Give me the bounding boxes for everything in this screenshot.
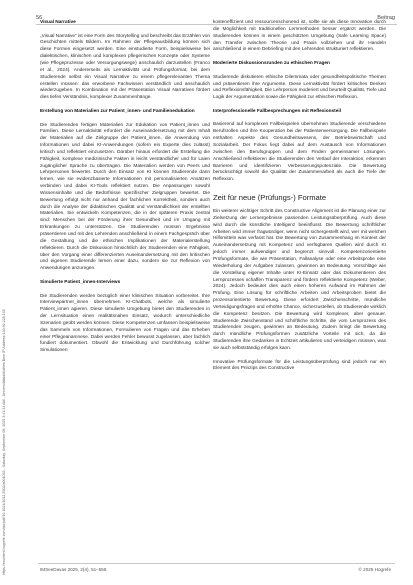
download-notice: https://econtent.hogrefe.com/doi/pdf/10.1024/1012-5302/a001033 - Saturday, September 06, 2025 3:41:31 AM - Universitätsbibliothek Bern IP Address:130.92.228.148 bbox=[2, 309, 6, 575]
body-paragraph: Die Studierenden werden bezüglich einer klinischen Situation vorbereitet. Ihre Interviewpartner_innen übernehmen KI-Chatbots, welche als simulierte Patient_innen agieren. Diese simulierte Umgebung bietet den Studierenden in der Lernsituation einen realitätsnahen Einsatz, wodurch unterschiedliche Szenarien geübt werden können. Diese Kompetenzen umfassen beispielsweise das Sammeln von Informationen, Formulieren von Fragen und das Erheben einer Pflegeanamnese. Dabei werden Fehler bewusst zugelassen, aber fachlich fundiert dokumentiert. Obwohl die Entwicklung und Durchführung solcher Simulationen bbox=[40, 293, 210, 354]
paragraph-heading: Moderierte Diskussionsrunden zu ethischen Fragen bbox=[213, 61, 330, 67]
paragraph-heading: Erstellung von Materialien zur Patient_innen- und Familienedukation bbox=[40, 108, 195, 114]
copyright: © 2025 Hogrefe bbox=[358, 567, 391, 572]
body-paragraph: Innovative Prüfungsformate für die Leistungsüberprüfung sind jedoch nur ein Element des Prinzips des Constructive bbox=[213, 359, 386, 372]
paragraph-heading: Simulierte Patient_innen-Interviews bbox=[40, 279, 121, 285]
page-footer bbox=[38, 563, 395, 572]
page-number: 56 bbox=[36, 15, 43, 21]
paragraph-heading: Interprofessionelle Fallbesprechungen mit Reflexionsteil bbox=[213, 108, 342, 114]
paragraph-heading: Visual Narrative bbox=[40, 20, 76, 25]
body-paragraph: kosteneffizient und ressourcenschonend ist, sollte sie als diese Innovation durch die Möglichkeit mit traditionellen Lernmethoden besser ergänzt werden. Die Studierenden können in einem geschützten Umgebung (Safe Learning Space) den Transfer zwischen Theorie und Praxis vollziehen und ihr Handeln anschließend in einem Debriefing mit den Lehrenden strukturiert reflektieren. bbox=[213, 20, 386, 53]
body-paragraph: „Visual Narrative“ ist eine Form des Storytelling und beschreibt das Erzählen von Geschichten mittels Bildern. Im Rahmen der Pflegeausbildung können sich diese Formen eingesetzt werden. Eine einstudierte Form, beispielsweise bei dialektischen, klinischen und komplexen pflegerischen Konzepte oder Systeme (wie Pflegeprozesse oder Versorgungswege) anschaulich darzustellen (Franco et al., 2024). Andererseits als Lernaktivität und Prüfungsformat, bei dem Studierende selbst ein Visual Narrative zu einem pflegerelevanten Thema erstellen müssen: das erworbene Fachwissen verständlich und anschaulich wiederzugeben. In Kombination mit der Präsentation Visual Narratives fördert dies tiefes Verständnis, komplexer Zusammenhänge. bbox=[40, 33, 210, 101]
section-label: Beitrag bbox=[377, 15, 395, 21]
body-paragraph: Studierende diskutieren ethische Dilemmata oder gesundheitspolitische Themen und präsentieren ihre Argumente. Diese Lernaktivität fördert kritisches Denken und Reflexionsfähigkeit. Die Lehrperson moderiert und beurteilt Qualität, Tiefe und Logik der Argumentation sowie die Fähigkeit zur ethischen Reflexion. bbox=[213, 74, 386, 101]
body-paragraph: Die Studierenden fertigen Materialien zur Edukation von Patient_innen und Familien. Diese Lernaktivität erfordert die Auseinandersetzung mit dem Inhalt der Materialien auf die Zielgruppe der Patient_innen, die Anwendung von Informationen und dabei KI-Anwendungen (sofern ein Experte dies zulässt) kritisch und reflektiert einzusetzen. Darüber hinaus erfordert die Erstellung die Fähigkeit, komplexe medizinische Fakten in leicht verständlicher und für Laien zugänglicher Sprache zu übertragen. Die Materialien werden von Peers und Lehrpersonen bewertet. Durch den Einsatz von KI können Studierende dann lernen, wie sie evidenzbasierte Informationen mit personalisierten Ansätzen verbinden und dabei KI-Tools reflektiert nutzen. Die Anpassungen sowohl Wissensinhalte und die Bedürfnisse spezifischer Zielgruppen bewertet. Die Bewertung erfolgt nicht nur anhand der fachlichen Korrektheit, sondern auch durch die Analyse der didaktischen Qualität und Verständlichkeit der erstellten Materialien. Sie entwickeln Kompetenzen, die in der späteren Praxis zentral sind: Menschen bei der Förderung ihrer Gesundheit und im Umgang mit Erkrankungen zu unterstützen. Die Studierenden müssen Ergebnisse präsentieren und mit den Lehrenden anschließend in einem Fachgespräch über die Gestaltung und die ethischen Implikationen der Materialerstellung reflektieren. Durch die Diskussion hinsichtlich der Studierenden eine Fähigkeit, über den Vorgang einer differenzierten Auseinandersetzung mit den kritischen und eigenen Studierende lernen einer dazu, sondern sie zur Reflexion von Anwendungen anzuregen. bbox=[40, 122, 210, 272]
journal-citation: IMSeeDavas 2025, 2(4), 51–558 bbox=[40, 567, 107, 572]
body-paragraph: Basierend auf komplexen Fallbeispielen übernehmen Studierende verschiedene Berufsrollen und ihre Kooperation bei der Patientenversorgung. Die Fallbeispiele enthalten Aspekte des Gesundheitswesens, der Betriebswirtschaft und Sozialarbeit. Der Fokus liegt dabei auf dem Austausch von Informationen zwischen den Berufsgruppen und dem Finden gemeinsamer Lösungen. Anschließend reflektieren die Studierenden den Verlauf der Interaktion, erkennen Barrieren und identifizieren Verbesserungspotenziale. Die Bewertung berücksichtigt sowohl die Qualität der Zusammenarbeit als auch die Tiefe der Reflexion. bbox=[213, 122, 386, 183]
right-column bbox=[213, 20, 386, 380]
body-paragraph: Ein weiterer wichtiger Schritt des Constructive Alignment ist die Planung einer zur Zielsetzung der Lernergebnisse passenden Leistungsüberprüfung. Auch diese wird durch die künstliche Intelligenz beeinflusst. Die Bewertung schriftlicher Arbeiten wird immer fragwürdiger, wenn nicht sichergestellt wird, wer mit welchen Hilfsmitteln was verfasst hat. Die Bewertung von Zusammenhang im Kontext der Auseinandersetzung mit Kompetenz und verfügbaren Quellen wird durch KI jedoch immer aufwendiger und begrenzt sinnvoll. Kompetenzorientierte Prüfungsformate, die wie Präsentation, Fallanalyse oder eine Arbeitsprobe eine Wiederholung der Aufgaben zulassen, gewinnen an Bedeutung. Vorschläge wie die Vorstellung eigener Inhalte unter KI-Einsatz oder das Dokumentieren des Lernprozesses schaffen Transparenz und fördern reflektierte Kompetenz (Weber, 2024). Jedoch bedeutet dies auch einen höheren Aufwand im Rahmen der Prüfung. Eine Lösung für schriftliche Arbeiten und Arbeitsproben bietet die prozessorientierte Bewertung. Diese erfordert Zwischenschritte, mündliche Verteidigungsfragen und erhöhte Chance, sicherzustellen, ob Studierende wirklich die Kompetenz besitzen. Die Bewertung wird komplexer, aber genauer. Studierende Zwischenstand und schriftliche Schritte, die vom Lernprozess des Studierenden zeugen, gewinnen an Bedeutung. Zudem bringt die Bewertung durch mündliche Prüfungsformen zusätzliche Vorteile mit sich, da die Studierenden ihre Gedanken in Echtzeit artikulieren und verteidigen müssen, was sie auch selbstständig erfolgen kann. bbox=[213, 209, 386, 351]
left-column bbox=[40, 20, 210, 362]
section-heading: Zeit für neue (Prüfungs-) Formate bbox=[213, 193, 327, 203]
footer-rule bbox=[38, 563, 395, 564]
